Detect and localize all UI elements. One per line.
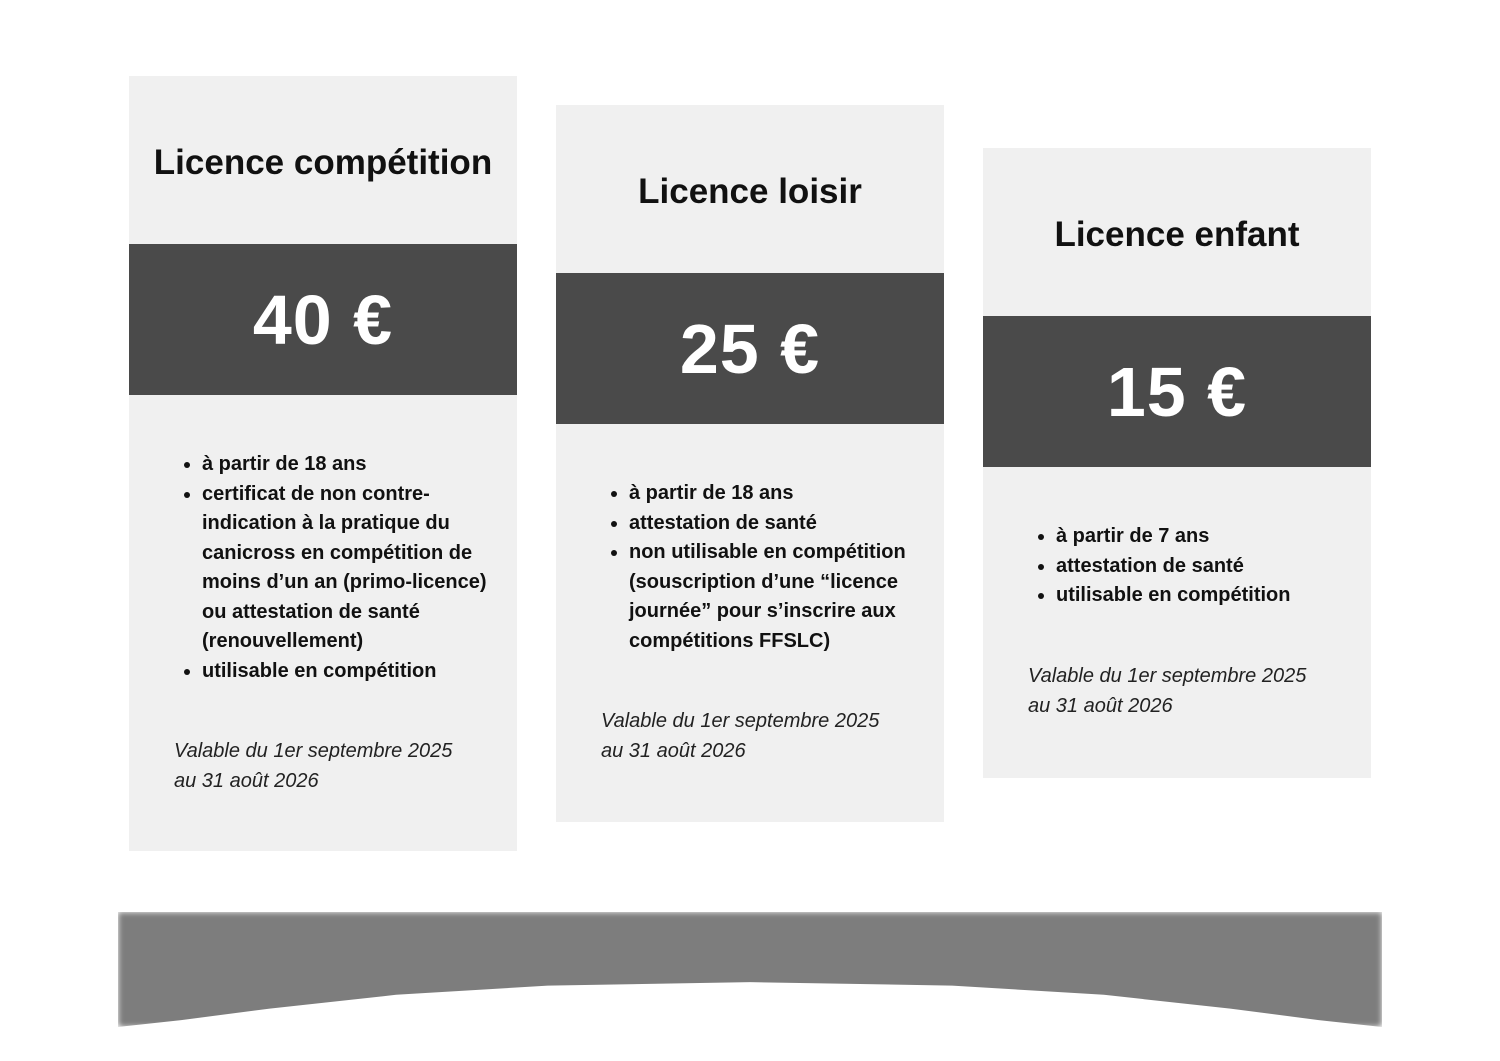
feature-item: • à partir de 18 ans	[202, 450, 502, 480]
price-band	[129, 244, 517, 395]
feature-list	[601, 479, 949, 656]
card-licence-loisir	[556, 105, 944, 822]
feature-item: • utilisable en compétition	[1056, 581, 1376, 611]
validity-line: Valable du 1er septembre 2025	[174, 740, 453, 762]
validity-line: au 31 août 2026	[174, 770, 319, 792]
feature-item: • non utilisable en compétition (souscription d’une “licence journée” pour s’inscrire aux compétitions FFSLC)	[629, 538, 949, 656]
validity-line: au 31 août 2026	[1028, 695, 1173, 717]
price-band	[556, 273, 944, 424]
feature-item: • certificat de non contre-indication à la pratique du canicross en compétition de moins d’un an (primo-licence) ou attestation de santé (renouvellement)	[202, 480, 502, 657]
card-title: Licence loisir	[638, 172, 862, 211]
card-licence-enfant	[983, 148, 1371, 778]
price: 15 €	[1106, 352, 1248, 431]
sheet-shadow	[118, 912, 1382, 1027]
feature-item: • attestation de santé	[629, 509, 949, 539]
validity-text	[174, 736, 452, 796]
feature-list	[174, 450, 502, 686]
validity-text	[601, 706, 879, 766]
feature-list	[1028, 522, 1376, 611]
card-title: Licence enfant	[1054, 215, 1300, 254]
feature-item: • à partir de 7 ans	[1056, 522, 1376, 552]
validity-line: au 31 août 2026	[601, 740, 746, 762]
validity-line: Valable du 1er septembre 2025	[1028, 665, 1307, 687]
price-band	[983, 316, 1371, 467]
card-licence-competition	[129, 76, 517, 851]
feature-item: • à partir de 18 ans	[629, 479, 949, 509]
validity-line: Valable du 1er septembre 2025	[601, 710, 880, 732]
feature-item: • utilisable en compétition	[202, 657, 502, 687]
price: 40 €	[252, 280, 394, 359]
feature-item: • attestation de santé	[1056, 552, 1376, 582]
price: 25 €	[679, 309, 821, 388]
validity-text	[1028, 661, 1306, 721]
card-title: Licence compétition	[153, 143, 493, 182]
